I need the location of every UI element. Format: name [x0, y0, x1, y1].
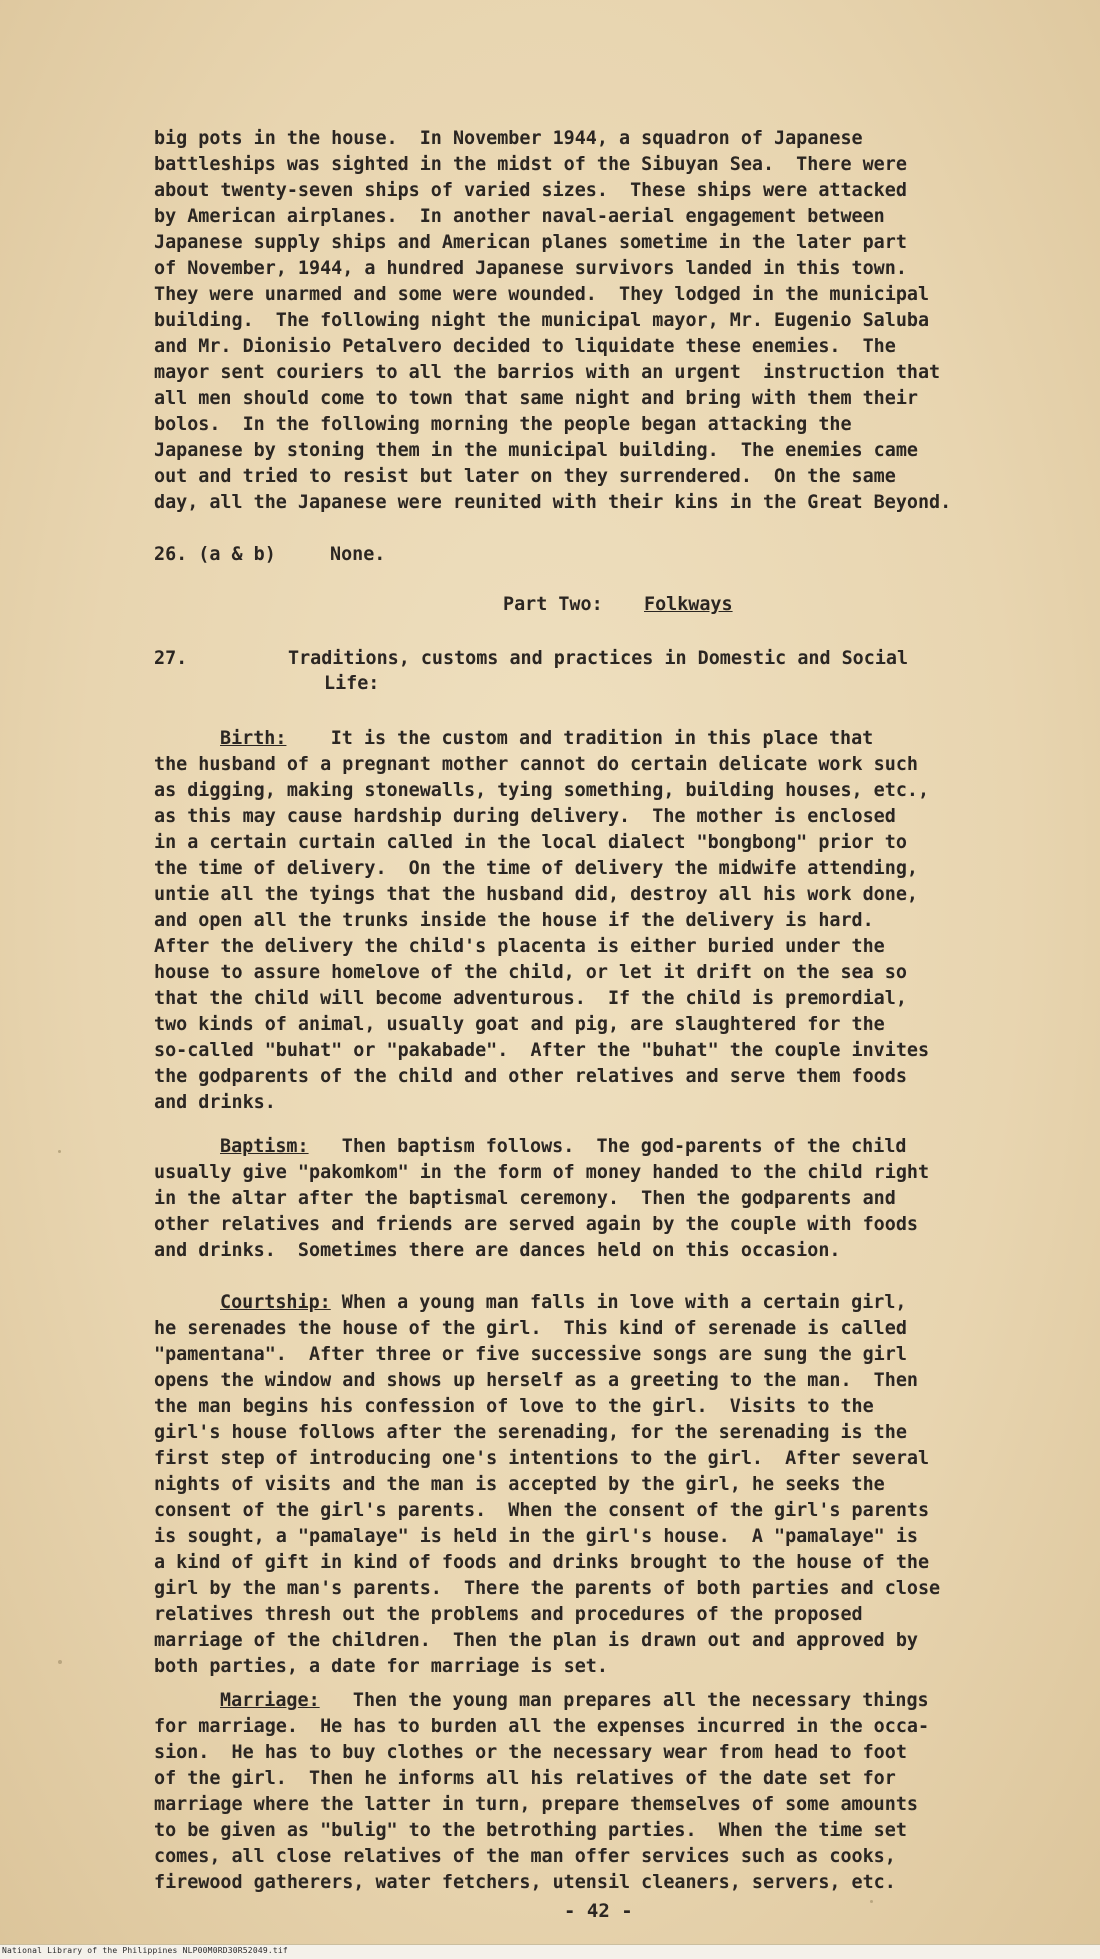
text-line: so-called "buhat" or "pakabade". After the "buhat" the couple invites — [154, 1040, 930, 1061]
text-line: of November, 1944, a hundred Japanese survivors landed in this town. — [154, 258, 907, 279]
text-line: Japanese by stoning them in the municipal building. The enemies came — [154, 440, 918, 461]
text-line: all men should come to town that same night and bring with them their — [154, 388, 918, 409]
paper-speck — [58, 1660, 62, 1664]
text-line: and drinks. — [154, 1092, 276, 1113]
item-26-number: 26. (a & b) — [154, 544, 276, 565]
text-line: by American airplanes. In another naval-aerial engagement between — [154, 206, 885, 227]
paper-speck — [870, 1900, 873, 1903]
courtship-label: Courtship: — [220, 1292, 331, 1313]
item-26-answer: None. — [330, 544, 386, 565]
text-line: relatives thresh out the problems and procedures of the proposed — [154, 1604, 863, 1625]
text-line: the godparents of the child and other relatives and serve them foods — [154, 1066, 907, 1087]
part-heading-prefix: Part Two: — [503, 594, 603, 615]
text-line: nights of visits and the man is accepted by the girl, he seeks the — [154, 1474, 885, 1495]
scan-footer-id: National Library of the Philippines NLP00M0RD30R52049.tif — [2, 1946, 288, 1955]
text-line: comes, all close relatives of the man offer services such as cooks, — [154, 1846, 896, 1867]
text-line: about twenty-seven ships of varied sizes. These ships were attacked — [154, 180, 907, 201]
text-line: mayor sent couriers to all the barrios with an urgent instruction that — [154, 362, 941, 383]
text-line: first step of introducing one's intentions to the girl. After several — [154, 1448, 930, 1469]
text-line: marriage of the children. Then the plan is drawn out and approved by — [154, 1630, 918, 1651]
text-line: battleships was sighted in the midst of the Sibuyan Sea. There were — [154, 154, 907, 175]
part-heading-title: Folkways — [644, 594, 733, 615]
item-27-heading: Traditions, customs and practices in Domestic and Social — [288, 648, 909, 669]
courtship-first-text: When a young man falls in love with a certain girl, — [330, 1292, 907, 1313]
text-line: big pots in the house. In November 1944, a squadron of Japanese — [154, 128, 863, 149]
section-first-line — [154, 1290, 1060, 1316]
section-first-line — [154, 1134, 1060, 1160]
text-line: a kind of gift in kind of foods and drinks brought to the house of the — [154, 1552, 930, 1573]
text-line: for marriage. He has to burden all the expenses incurred in the occa- — [154, 1716, 930, 1737]
text-line: "pamentana". After three or five successive songs are sung the girl — [154, 1344, 907, 1365]
text-line: in the altar after the baptismal ceremony. Then the godparents and — [154, 1188, 896, 1209]
text-line: opens the window and shows up herself as a greeting to the man. Then — [154, 1370, 918, 1391]
birth-label: Birth: — [220, 728, 287, 749]
text-line: house to assure homelove of the child, or let it drift on the sea so — [154, 962, 907, 983]
text-line: both parties, a date for marriage is set. — [154, 1656, 608, 1677]
text-line: day, all the Japanese were reunited with their kins in the Great Beyond. — [154, 492, 952, 513]
marriage-label: Marriage: — [220, 1690, 320, 1711]
text-line: building. The following night the municipal mayor, Mr. Eugenio Saluba — [154, 310, 930, 331]
text-line: as digging, making stonewalls, tying something, building houses, etc., — [154, 780, 930, 801]
baptism-label: Baptism: — [220, 1136, 309, 1157]
text-line: is sought, a "pamalaye" is held in the girl's house. A "pamalaye" is — [154, 1526, 918, 1547]
text-line: After the delivery the child's placenta is either buried under the — [154, 936, 885, 957]
text-line: that the child will become adventurous. If the child is premordial, — [154, 988, 907, 1009]
text-line: the man begins his confession of love to the girl. Visits to the — [154, 1396, 874, 1417]
text-line: usually give "pakomkom" in the form of money handed to the child right — [154, 1162, 930, 1183]
text-line: as this may cause hardship during delivery. The mother is enclosed — [154, 806, 896, 827]
text-line: he serenades the house of the girl. This kind of serenade is called — [154, 1318, 907, 1339]
section-first-line — [154, 1688, 1060, 1714]
marriage-first-text: Then the young man prepares all the necessary things — [319, 1690, 929, 1711]
text-line: bolos. In the following morning the people began attacking the — [154, 414, 852, 435]
text-line: to be given as "bulig" to the betrothing parties. When the time set — [154, 1820, 907, 1841]
text-line: marriage where the latter in turn, prepare themselves of some amounts — [154, 1794, 918, 1815]
text-line: in a certain curtain called in the local dialect "bongbong" prior to — [154, 832, 907, 853]
item-27-heading-cont: Life: — [324, 673, 380, 694]
baptism-first-text: Then baptism follows. The god-parents of the child — [308, 1136, 907, 1157]
text-line: sion. He has to buy clothes or the necessary wear from head to foot — [154, 1742, 907, 1763]
text-line: untie all the tyings that the husband did, destroy all his work done, — [154, 884, 918, 905]
text-line: consent of the girl's parents. When the consent of the girl's parents — [154, 1500, 930, 1521]
text-line: the time of delivery. On the time of delivery the midwife attending, — [154, 858, 918, 879]
text-line: and open all the trunks inside the house if the delivery is hard. — [154, 910, 874, 931]
text-line: other relatives and friends are served again by the couple with foods — [154, 1214, 918, 1235]
text-line: of the girl. Then he informs all his relatives of the date set for — [154, 1768, 896, 1789]
text-line: and drinks. Sometimes there are dances held on this occasion. — [154, 1240, 841, 1261]
text-line: the husband of a pregnant mother cannot do certain delicate work such — [154, 754, 918, 775]
text-line: and Mr. Dionisio Petalvero decided to liquidate these enemies. The — [154, 336, 896, 357]
page-number: - 42 - — [564, 1900, 633, 1922]
text-line: girl's house follows after the serenading, for the serenading is the — [154, 1422, 907, 1443]
section-first-line — [154, 726, 1060, 752]
birth-first-text: It is the custom and tradition in this place that — [286, 728, 874, 749]
text-line: out and tried to resist but later on they surrendered. On the same — [154, 466, 896, 487]
text-line: Japanese supply ships and American planes sometime in the later part — [154, 232, 907, 253]
text-line: firewood gatherers, water fetchers, utensil cleaners, servers, etc. — [154, 1872, 896, 1893]
paper-speck — [58, 1150, 61, 1153]
text-line: They were unarmed and some were wounded. They lodged in the municipal — [154, 284, 930, 305]
item-27-number: 27. — [154, 648, 188, 669]
text-line: two kinds of animal, usually goat and pig, are slaughtered for the — [154, 1014, 885, 1035]
text-line: girl by the man's parents. There the parents of both parties and close — [154, 1578, 941, 1599]
